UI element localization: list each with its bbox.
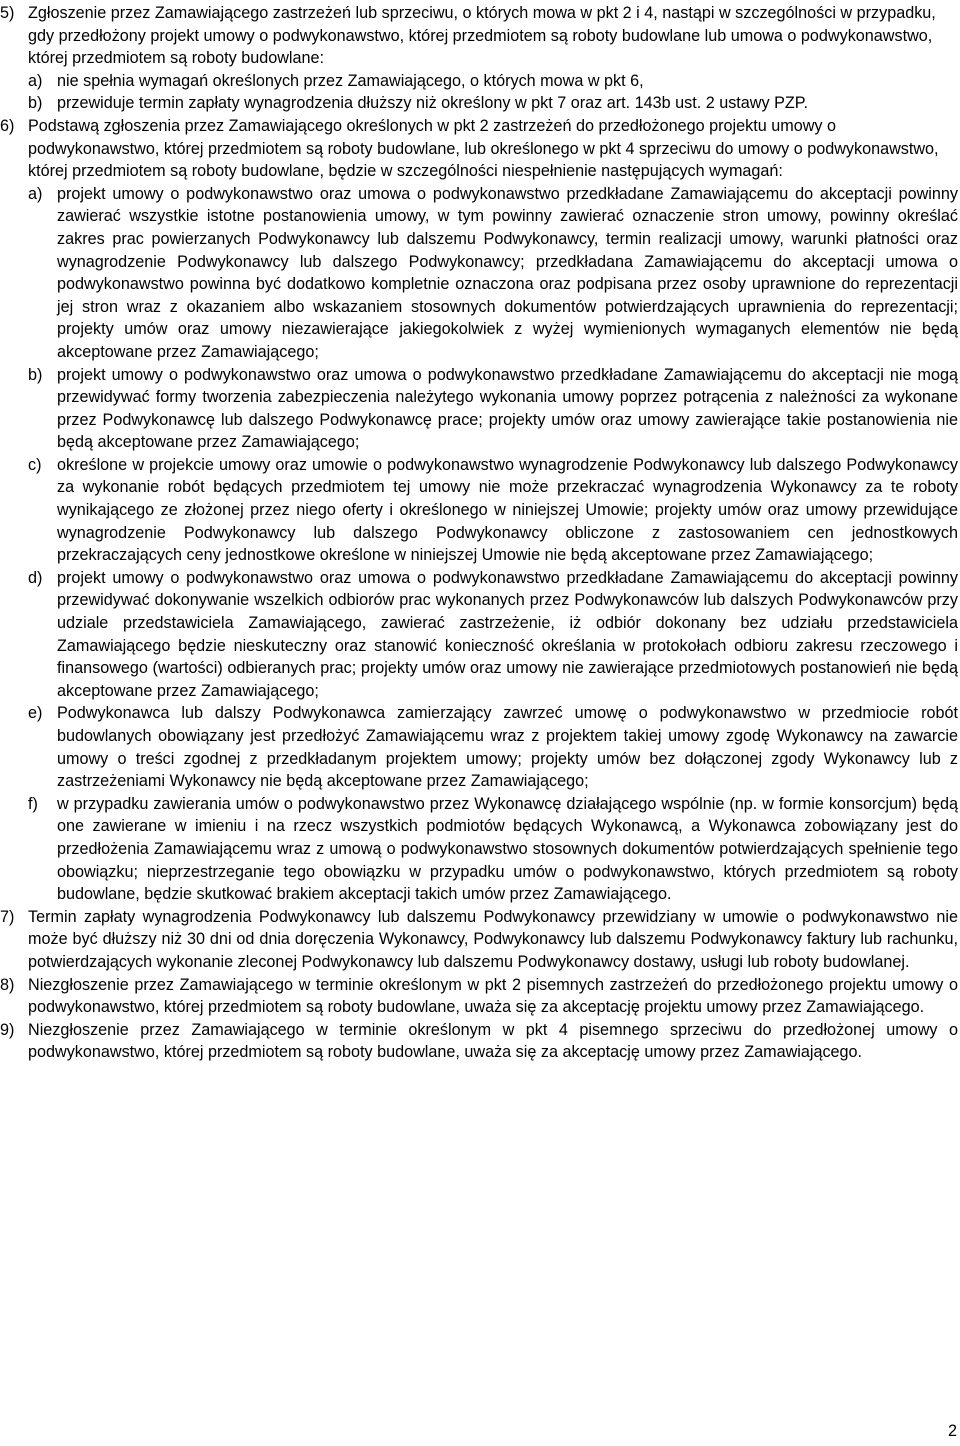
sub-item-d [28,567,958,703]
list-item-8 [0,974,958,1019]
sub-item-text: projekt umowy o podwykonawstwo oraz umowa o podwykonawstwo przedkładane Zamawiającemu do akceptacji nie mogą przewidywać formy tworzenia zabezpieczenia należytego wykonania umowy poprzez potrącenia z należności za wykonane przez Podwykonawcę lub dalszego Podwykonawcę prace; projekty umów oraz umowy zawierające takie postanowienia nie będą akceptowane przez Zamawiającego; [57,365,958,452]
sub-item-text: projekt umowy o podwykonawstwo oraz umowa o podwykonawstwo przedkładane Zamawiającemu do akceptacji powinny przewidywać dokonywanie wszelkich odbiorów prac wykonanych przez Podwykonawców lub dalszych Podwykonawców przy udziale przedstawiciela Zamawiającego, zawierać zastrzeżenie, iż odbiór dokonany bez udziału przedstawiciela Zamawiającego będzie nieskuteczny oraz stanowić konieczność określania w protokołach odbioru zakresu rzeczowego i finansowego (wartości) odbieranych prac; projekty umów oraz umowy nie zawierające przedmiotowych postanowień nie będą akceptowane przez Zamawiającego; [57,568,958,700]
item-number: 9) [0,1020,15,1039]
item-text: Niezgłoszenie przez Zamawiającego w terminie określonym w pkt 4 pisemnego sprzeciwu do przedłożonej umowy o podwykonawstwo, której przedmiotem są roboty budowlane, uważa się za akceptację umowy przez Zamawiającego. [28,1020,958,1062]
list-item-9 [0,1019,958,1064]
sub-item-e [28,702,958,792]
sub-item-text: przewiduje termin zapłaty wynagrodzenia dłuższy niż określony w pkt 7 oraz art. 143b ust. 2 ustawy PZP. [57,94,808,113]
sub-item-text: nie spełnia wymagań określonych przez Zamawiającego, o których mowa w pkt 6, [57,71,644,90]
sub-item-letter: c) [28,455,42,474]
item-number: 6) [0,116,15,135]
sub-item-letter: f) [28,794,38,813]
sub-item-letter: a) [28,71,43,90]
item-text: Termin zapłaty wynagrodzenia Podwykonawcy lub dalszemu Podwykonawcy przewidziany w umowie o podwykonawstwo nie może być dłuższy niż 30 dni od dnia doręczenia Wykonawcy, Podwykonawcy lub dalszemu Podwykonawcy faktury lub rachunku, potwierdzających wykonanie zleconej Podwykonawcy lub dalszemu Podwykonawcy dostawy, usługi lub roboty budowlanej. [28,907,958,971]
item-number: 5) [0,4,15,22]
list-item-7 [0,906,958,974]
sub-item-letter: a) [28,184,43,203]
sub-item-text: określone w projekcie umowy oraz umowie o podwykonawstwo wynagrodzenie Podwykonawcy lub dalszego Podwykonawcy za wykonanie robót będących przedmiotem tej umowy nie może przekraczać wynagrodzenia Wykonawcy za te roboty wynikającego ze złożonej przez niego oferty i określonego w niniejszej Umowie; projekty umów oraz umowy przewidujące wynagrodzenie Podwykonawcy lub dalszego Podwykonawcy obliczone z zastosowaniem cen jednostkowych przekraczających ceny jednostkowe określone w niniejszej Umowie nie będą akceptowane przez Zamawiającego; [57,455,958,565]
sub-item-f [28,793,958,906]
item-number: 7) [0,907,15,926]
item-text: Niezgłoszenie przez Zamawiającego w terminie określonym w pkt 2 pisemnych zastrzeżeń do przedłożonego projektu umowy o podwykonawstwo, której przedmiotem są roboty budowlane, uważa się za akceptację projektu umowy przez Zamawiającego. [28,975,958,1017]
document-body [0,2,958,1064]
sub-item-text: w przypadku zawierania umów o podwykonawstwo przez Wykonawcę działającego wspólnie (np. w formie konsorcjum) będą one zawierane w imieniu i na rzecz wszystkich podmiotów będących Wykonawcą, a Wykonawca zobowiązany jest do przedłożenia Zamawiającemu wraz z umową o podwykonawstwo stosownych dokumentów potwierdzających spełnienie tego obowiązku; nieprzestrzeganie tego obowiązku w przypadku umów o podwykonawstwo, których przedmiotem są roboty budowlane, będzie skutkować brakiem akceptacji takich umów przez Zamawiającego. [57,794,958,904]
item-number: 8) [0,975,15,994]
sub-item-a [28,183,958,364]
item-text: Zgłoszenie przez Zamawiającego zastrzeżeń lub sprzeciwu, o których mowa w pkt 2 i 4, nastąpi w szczególności w przypadku, gdy przedłożony projekt umowy o podwykonawstwo, której przedmiotem są roboty budowlane lub umowa o podwykonawstwo, której przedmiotem są roboty budowlane: [28,4,936,68]
sub-item-letter: d) [28,568,43,587]
item-text: Podstawą zgłoszenia przez Zamawiającego określonych w pkt 2 zastrzeżeń do przedłożonego projektu umowy o podwykonawstwo, której przedmiotem są roboty budowlane, lub określonego w pkt 4 sprzeciwu do umowy o podwykonawstwo, której przedmiotem są roboty budowlane, będzie w szczególności niespełnienie następujących wymagań: [28,116,939,181]
sub-item-letter: b) [28,94,43,113]
list-item-5 [0,2,958,115]
list-item-6 [0,115,958,906]
sub-item-text: projekt umowy o podwykonawstwo oraz umowa o podwykonawstwo przedkładane Zamawiającemu do akceptacji powinny zawierać wszystkie istotne postanowienia umowy, w tym powinny zawierać oznaczenie stron umowy, powinny określać zakres prac powierzanych Podwykonawcy lub dalszemu Podwykonawcy, termin realizacji umowy, warunki płatności oraz wynagrodzenie Podwykonawcy lub dalszego Podwykonawcy; przedkładana Zamawiającemu do akceptacji umowa o podwykonawstwo powinna być dodatkowo kompletnie oznaczona oraz podpisana przez osoby uprawnione do reprezentacji jej stron wraz z okazaniem albo wskazaniem stosownych dokumentów potwierdzających uprawnienia do reprezentacji; projekty umów oraz umowy niezawierające jakiegokolwiek z wyżej wymienionych wymaganych elementów nie będą akceptowane przez Zamawiającego; [57,184,958,361]
page-number: 2 [947,1422,957,1440]
sub-item-letter: e) [28,704,43,723]
sub-item-b [28,92,958,115]
sub-item-text: Podwykonawca lub dalszy Podwykonawca zamierzający zawrzeć umowę o podwykonawstwo w przedmiocie robót budowlanych obowiązany jest przedłożyć Zamawiającemu wraz z projektem takiej umowy zgodę Wykonawcy na zawarcie umowy o treści zgodnej z przedkładanym projektem umowy; projekty umów bez dołączonej zgody Wykonawcy lub z zastrzeżeniami Wykonawcy nie będą akceptowane przez Zamawiającego; [57,704,958,791]
sub-item-a [28,70,958,93]
sub-item-b [28,364,958,454]
sub-item-letter: b) [28,365,43,384]
sub-item-c [28,454,958,567]
